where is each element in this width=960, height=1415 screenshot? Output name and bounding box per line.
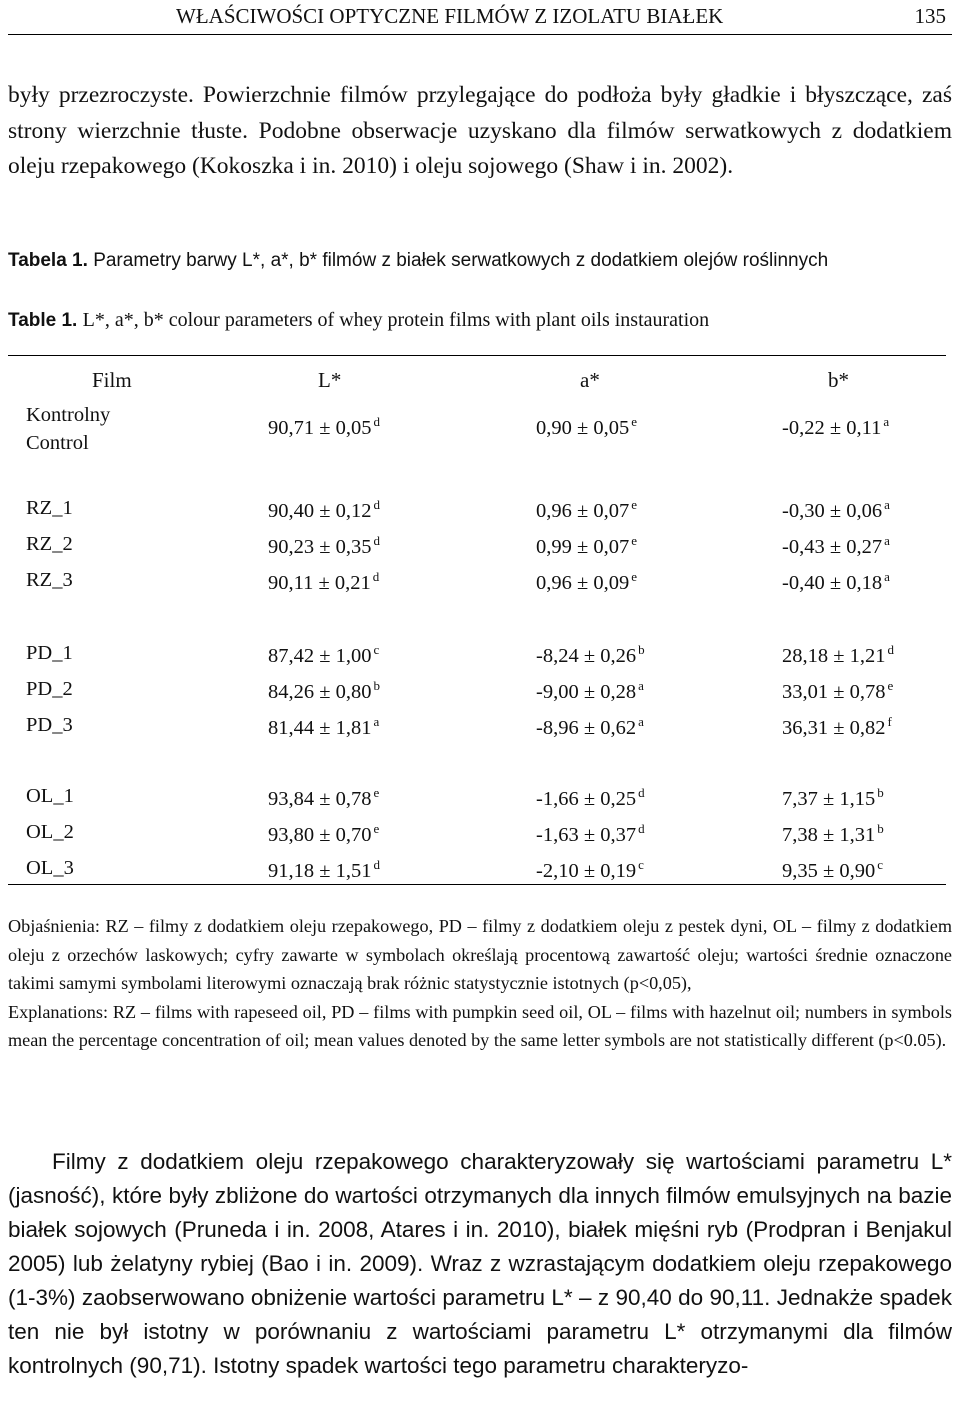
table-row-film: PD_2 bbox=[26, 678, 73, 700]
table-header-film: Film bbox=[92, 368, 132, 392]
table-top-rule bbox=[8, 355, 946, 356]
control-b: -0,22 ± 0,11 $^a$ bbox=[782, 414, 890, 439]
table-row-l: 93,84 ± 0,78 $^e$ bbox=[268, 785, 380, 810]
table-row-b: -0,43 ± 0,27 $^a$ bbox=[782, 533, 890, 558]
table-row-film: RZ_3 bbox=[26, 569, 73, 591]
table-row-film: RZ_2 bbox=[26, 533, 73, 555]
table-row-film: OL_3 bbox=[26, 857, 74, 879]
table-row-b: -0,30 ± 0,06 $^a$ bbox=[782, 497, 890, 522]
table-caption-pl bbox=[8, 248, 952, 274]
table-row-film: PD_1 bbox=[26, 642, 73, 664]
table-row-a: 0,99 ± 0,07 $^e$ bbox=[536, 533, 638, 558]
table-row-b: 7,38 ± 1,31 $^b$ bbox=[782, 821, 884, 846]
control-name bbox=[26, 401, 110, 457]
table-row-l: 93,80 ± 0,70 $^e$ bbox=[268, 821, 380, 846]
control-name-en: Control bbox=[26, 432, 89, 454]
table-row-l: 90,23 ± 0,35 $^d$ bbox=[268, 533, 381, 558]
table-header-l: L* bbox=[318, 368, 342, 392]
body-paragraph-2: Filmy z dodatkiem oleju rzepakowego charakteryzowały się wartościami parametru L* (jasność), które były zbliżone do wartości otrzymanych dla innych filmów emulsyjnych na bazie białek sojowych (Pruneda i in. 2008, Atares i in. 2010), białek mięśni ryb (Prodpran i Benjakul 2005) lub żelatyny rybiej (Bao i in. 2009). Wraz z wzrastającym dodatkiem oleju rzepakowego (1-3%) zaobserwowano obniżenie wartości parametru L* – z 90,40 do 90,11. Jednakże spadek ten nie był istotny w porównaniu z wartościami parametru L* otrzymanymi dla filmów kontrolnych (90,71). Istotny spadek wartości tego parametru charakteryzo- bbox=[8, 1149, 952, 1378]
table-row-b: 9,35 ± 0,90 $^c$ bbox=[782, 857, 884, 882]
table-header-b: b* bbox=[828, 368, 849, 392]
table-header-a: a* bbox=[580, 368, 600, 392]
table-bottom-rule bbox=[8, 884, 946, 885]
table-row-a: -2,10 ± 0,19 $^c$ bbox=[536, 857, 644, 882]
notes-en: Explanations: RZ – films with rapeseed oil, PD – films with pumpkin seed oil, OL – films with hazelnut oil; numbers in symbols mean the percentage concentration of oil; mean values denoted by the same letter symbols are not statistically different (p<0.05). bbox=[8, 1001, 952, 1051]
table-row-l: 90,11 ± 0,21 $^d$ bbox=[268, 569, 380, 594]
control-name-pl: Kontrolny bbox=[26, 404, 111, 426]
table-row-a: -9,00 ± 0,28 $^a$ bbox=[536, 678, 644, 703]
table-row-b: 36,31 ± 0,82 $^f$ bbox=[782, 714, 892, 739]
control-a: 0,90 ± 0,05 $^e$ bbox=[536, 414, 638, 439]
table-row-a: -1,66 ± 0,25 $^d$ bbox=[536, 785, 645, 810]
control-l: 90,71 ± 0,05 $^d$ bbox=[268, 414, 381, 439]
table-row-b: 28,18 ± 1,21 $^d$ bbox=[782, 642, 895, 667]
table-row-l: 84,26 ± 0,80 $^b$ bbox=[268, 678, 381, 703]
notes-pl: Objaśnienia: RZ – filmy z dodatkiem oleju rzepakowego, PD – filmy z dodatkiem oleju z pestek dyni, OL – filmy z dodatkiem oleju z orzechów laskowych; cyfry zawarte w symbolach określają procentową zawartość oleju; wartości średnie oznaczone takimi samymi symbolami literowymi oznaczają brak różnic statystycznie istotnych (p<0,05), bbox=[8, 916, 952, 994]
table-row-film: OL_1 bbox=[26, 785, 74, 807]
running-header bbox=[8, 0, 952, 35]
table-row-l: 81,44 ± 1,81 $^a$ bbox=[268, 714, 380, 739]
table-caption-en bbox=[8, 307, 952, 334]
table-row-a: -8,96 ± 0,62 $^a$ bbox=[536, 714, 644, 739]
table-row-a: -8,24 ± 0,26 $^b$ bbox=[536, 642, 645, 667]
table-row-film: RZ_1 bbox=[26, 497, 73, 519]
running-title: WŁAŚCIWOŚCI OPTYCZNE FILMÓW Z IZOLATU BIAŁEK bbox=[176, 4, 724, 28]
table-label-en: Table 1. bbox=[8, 310, 78, 331]
table-row-film: OL_2 bbox=[26, 821, 74, 843]
table-row-b: -0,40 ± 0,18 $^a$ bbox=[782, 569, 890, 594]
table-row-a: 0,96 ± 0,09 $^e$ bbox=[536, 569, 638, 594]
body-paragraph-1: były przezroczyste. Powierzchnie filmów przylegające do podłoża były gładkie i błyszczące, zaś strony wierzchnie tłuste. Podobne obserwacje uzyskano dla filmów serwatkowych z dodatkiem oleju rzepakowego (Kokoszka i in. 2010) i oleju sojowego (Shaw i in. 2002). bbox=[8, 82, 952, 179]
table-row-film: PD_3 bbox=[26, 714, 73, 736]
table-caption-pl-text: Parametry barwy L*, a*, b* filmów z białek serwatkowych z dodatkiem olejów roślinnych bbox=[93, 250, 829, 271]
table-row-b: 7,37 ± 1,15 $^b$ bbox=[782, 785, 884, 810]
table-row-l: 91,18 ± 1,51 $^d$ bbox=[268, 857, 381, 882]
table-row-l: 90,40 ± 0,12 $^d$ bbox=[268, 497, 381, 522]
page-number: 135 bbox=[914, 4, 946, 28]
table-row-a: 0,96 ± 0,07 $^e$ bbox=[536, 497, 638, 522]
table-row-l: 87,42 ± 1,00 $^c$ bbox=[268, 642, 380, 667]
table-caption-en-text: L*, a*, b* colour parameters of whey protein films with plant oils instauration bbox=[82, 309, 710, 331]
table-row-b: 33,01 ± 0,78 $^e$ bbox=[782, 678, 894, 703]
table-label-pl: Tabela 1. bbox=[8, 250, 88, 271]
table-notes bbox=[8, 912, 952, 1055]
table-row-a: -1,63 ± 0,37 $^d$ bbox=[536, 821, 645, 846]
